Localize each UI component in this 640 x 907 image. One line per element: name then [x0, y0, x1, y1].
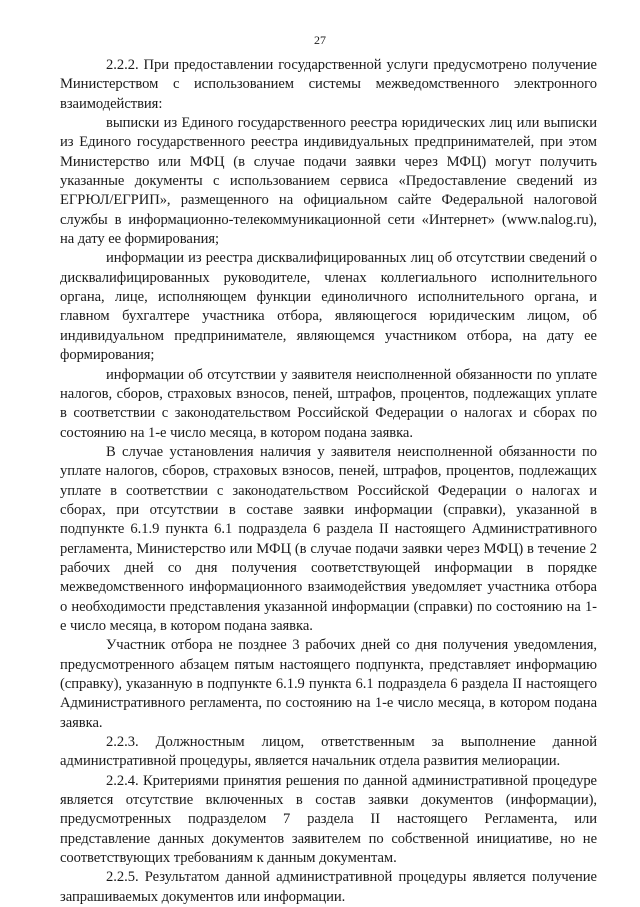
paragraph-2-2-2: 2.2.2. При предоставлении государственной услуги предусмотрено получение Министерством с использованием системы межведомственного электронного взаимодействия: [60, 57, 597, 112]
paragraph-2-2-4: 2.2.4. Критериями принятия решения по данной административной процедуре является отсутствие включенных в состав заявки документов (информации), предусмотренных подразделом 7 раздела II настоящего Регламента, или представление данных документов заявителем по собственной инициативе, но не соответствующих требованиям к данным документам. [60, 772, 597, 867]
paragraph-disqualified-registry: информации из реестра дисквалифицированных лиц об отсутствии сведений о дисквалифицированных руководителе, членах коллегиального исполнительного органа, лице, исполняющем функции единоличного исполнительного органа, и главном бухгалтере участника отбора, являющегося юридическим лицом, об индивидуальном предпринимателе, являющемся участником отбора, на дату ее формирования; [60, 250, 597, 364]
document-body [60, 56, 597, 907]
paragraph-2-2-3: 2.2.3. Должностным лицом, ответственным за выполнение данной административной процедуры, является начальник отдела развития мелиорации. [60, 734, 597, 770]
page-number: 27 [314, 33, 326, 47]
paragraph-2-2-5: 2.2.5. Результатом данной административной процедуры является получение запрашиваемых документов или информации. [60, 869, 597, 905]
paragraph-participant-deadline: Участник отбора не позднее 3 рабочих дней со дня получения уведомления, предусмотренного абзацем пятым настоящего подпункта, представляет информацию (справку), указанную в подпункте 6.1.9 пункта 6.1 подраздела 6 раздела II настоящего Административного регламента, по состоянию на 1-е число месяца, в котором подана заявка. [60, 637, 597, 731]
paragraph-tax-debt-info: информации об отсутствии у заявителя неисполненной обязанности по уплате налогов, сборов, страховых взносов, пеней, штрафов, процентов, подлежащих уплате в соответствии с законодательством Российской Федерации о налогах и сборах по состоянию на 1-е число месяца, в котором подана заявка. [60, 366, 597, 441]
paragraph-egrul-extract: выписки из Единого государственного реестра юридических лиц или выписки из Единого государственного реестра индивидуальных предпринимателей, при этом Министерство или МФЦ (в случае подачи заявки через МФЦ) могут получить указанные документы с использованием сервиса «Предоставление сведений из ЕГРЮЛ/ЕГРИП», размещенного на официальном сайте Федеральной налоговой службы в информационно-телекоммуникационной сети «Интернет» (www.nalog.ru), на дату ее формирования; [60, 115, 597, 248]
paragraph-tax-debt-case: В случае установления наличия у заявителя неисполненной обязанности по уплате налогов, сборов, страховых взносов, пеней, штрафов, процентов, подлежащих уплате в соответствии с законодательством Российской Федерации о налогах и сборах, при отсутствии в составе заявки информации (справки), указанной в подпункте 6.1.9 пункта 6.1 подраздела 6 раздела II настоящего Административного регламента, Министерство или МФЦ (в случае подачи заявки через МФЦ) в течение 2 рабочих дней со дня получения соответствующей информации в порядке межведомственного информационного взаимодействия уведомляет участника отбора о необходимости представления указанной информации (справки) по состоянию на 1-е число месяца, в котором подана заявка. [60, 443, 597, 634]
